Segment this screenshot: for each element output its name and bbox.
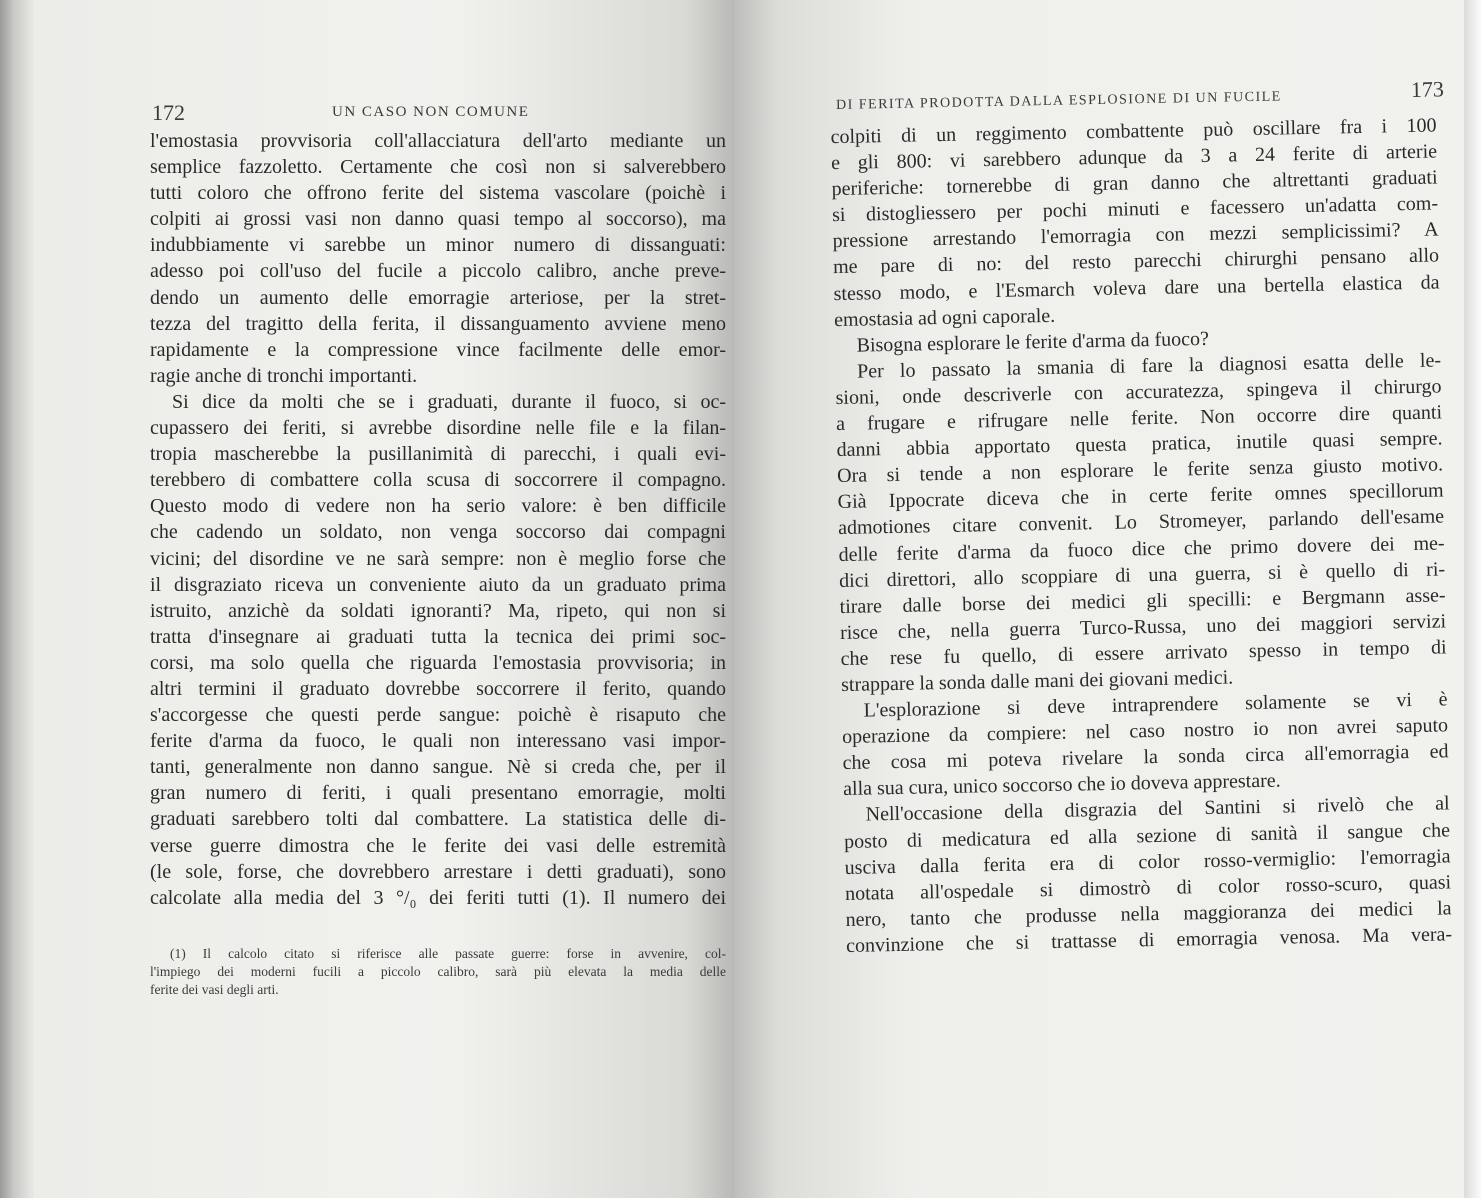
text-line: che cadendo un soldato, non venga soccorso dai compagni	[150, 521, 726, 544]
text-line: Questo modo di vedere non ha serio valore: è ben difficile	[150, 495, 726, 518]
text-line: convinzione che si trattasse di emorragia venosa. Ma vera-	[845, 923, 1453, 957]
left-page	[34, 0, 734, 1198]
right-body-text	[830, 112, 1452, 958]
footnote-line: ferite dei vasi degli arti.	[150, 982, 279, 997]
text-line: ferite d'arma da fuoco, le quali non interessano vasi impor-	[150, 730, 726, 753]
text-line: stesso modo, e l'Esmarch voleva dare una bertella elastica da	[833, 271, 1440, 305]
left-footnote	[150, 945, 726, 999]
text-line: graduati sarebbero tolti dal combattere. La statistica delle di-	[150, 808, 726, 831]
text-line: calcolate alla media del 3 °/₀ dei feriti tutti (1). Il numero dei	[150, 886, 726, 909]
text-line: tropia mascherebbe la pusillanimità di parecchi, i quali evi-	[150, 443, 726, 466]
text-line: dendo un aumento delle emorragie arteriose, per la stret-	[150, 286, 726, 309]
text-line: Per lo passato la smania di fare la diagnosi esatta delle le-	[856, 349, 1442, 383]
text-line: tutti coloro che offrono ferite del sistema vascolare (poichè i	[150, 182, 726, 205]
text-line: Nell'occasione della disgrazia del Santini si rivelò che al	[865, 792, 1450, 826]
text-line: altri termini il graduato dovrebbe soccorrere il ferito, quando	[150, 677, 726, 700]
footnote-line: (1) Il calcolo citato si riferisce alle passate guerre: forse in avvenire, col-	[170, 946, 726, 961]
text-line: strappare la sonda dalle mani dei giovani medici.	[840, 666, 1234, 696]
text-line: posto di medicatura ed alla sezione di sanità il sangue che	[843, 818, 1451, 853]
book-binding-shadow	[0, 0, 34, 1198]
left-running-title: UN CASO NON COMUNE	[332, 104, 530, 120]
text-line: danni abbia apportato questa pratica, inutile quasi sempre.	[836, 427, 1443, 462]
text-line: semplice fazzoletto. Certamente che così non si salverebbero	[150, 156, 726, 179]
text-line: emostasia ad ogni caporale.	[833, 304, 1056, 331]
text-line: tezza del tragitto della ferita, il dissanguamento avviene meno	[150, 312, 726, 335]
text-line: s'accorgesse che questi perde sangue: poichè è risaputo che	[150, 704, 726, 727]
text-line: terebbero di combattere colla scusa di soccorrere il compagno.	[150, 469, 726, 492]
text-line: e gli 800: vi sarebbero adunque da 3 a 24 ferite di arterie	[830, 140, 1438, 175]
right-page-edge	[1464, 0, 1481, 1198]
text-line: gran numero di feriti, i quali presentano emorragie, molti	[150, 782, 726, 805]
text-line: l'emostasia provvisoria coll'allacciatura dell'arto mediante un	[150, 130, 726, 152]
text-line: Ora si tende a non esplorare le ferite senza giusto motivo.	[836, 453, 1444, 488]
text-line: adesso poi coll'uso del fucile a piccolo calibro, anche preve-	[150, 260, 726, 283]
text-line: tanti, generalmente non danno sangue. Nè si creda che, per il	[150, 756, 726, 779]
text-line: delle ferite d'arma da fuoco dice che primo dovere dei me-	[838, 531, 1445, 566]
text-line: che rese fu quello, di essere arrivato spesso in tempo di	[840, 636, 1447, 670]
text-line: che cosa mi poteva rivelare la sonda circa all'emorragia ed	[842, 740, 1449, 775]
text-line: ragie anche di tronchi importanti.	[150, 364, 418, 387]
text-line: L'esplorazione si deve intraprendere solamente se vi è	[863, 688, 1448, 722]
text-line: admotiones citare convenit. Lo Stromeyer, parlando dell'esame	[837, 505, 1445, 540]
left-body-text	[150, 128, 726, 911]
text-line: me pare di no: del resto parecchi chirurghi pensano allo	[832, 244, 1440, 279]
text-line: (le sole, forse, che dovrebbero arrestare i detti graduati), sono	[150, 860, 726, 883]
text-line: notata all'ospedale si dimostrò di color rosso-scuro, quasi	[844, 871, 1452, 905]
text-line: nero, tanto che produsse nella maggioranza dei medici la	[845, 897, 1452, 931]
right-running-head	[835, 76, 1445, 114]
text-line: operazione da compiere: nel caso nostro io non avrei saputo	[841, 714, 1449, 749]
text-line: tirare dalle borse dei medici gli specilli: e Bergmann asse-	[839, 584, 1446, 618]
text-line: istruito, anzichè da soldati ignoranti? Ma, ripeto, qui non si	[150, 599, 726, 622]
text-line: verse guerre dimostra che le ferite dei vasi delle estremità	[150, 834, 726, 857]
text-line: rapidamente e la compressione vince facilmente delle emor-	[150, 338, 726, 361]
right-page-number: 173	[1410, 76, 1445, 102]
footnote-line: l'impiego dei moderni fucili a piccolo calibro, sarà più elevata la media delle	[150, 964, 726, 979]
text-line: si distogliessero per pochi minuti e facessero un'adatta com-	[831, 192, 1439, 227]
text-line: Si dice da molti che se i graduati, durante il fuoco, si oc-	[172, 390, 726, 413]
text-line: Bisogna esplorare le ferite d'arma da fuoco?	[856, 327, 1210, 357]
text-line: tratta d'insegnare ai graduati tutta la tecnica dei primi soc-	[150, 625, 726, 648]
text-line: colpiti ai grossi vasi non danno quasi tempo al soccorso), ma	[150, 208, 726, 231]
text-line: risce che, nella guerra Turco-Russa, uno dei maggiori servizi	[839, 610, 1447, 644]
text-line: periferiche: tornerebbe di gran danno che altrettanti graduati	[831, 166, 1438, 201]
text-line: a frugare e rifrugare nelle ferite. Non occorre dire quanti	[835, 401, 1443, 436]
right-running-title: DI FERITA PRODOTTA DALLA ESPLOSIONE DI UN FUCILE	[835, 89, 1282, 113]
left-page-number: 172	[152, 100, 185, 125]
text-line: cupassero dei feriti, si avrebbe disordine nelle file e la filan-	[150, 417, 726, 440]
text-line: Già Ippocrate diceva che in certe ferite omnes specillorum	[837, 479, 1444, 514]
text-line: sioni, onde descriverle con accuratezza, spingeva il chirurgo	[835, 375, 1442, 409]
text-line: vicini; del disordine ve ne sarà sempre: non è meglio forse che	[150, 547, 726, 570]
text-line: colpiti di un reggimento combattente può oscillare fra i 100	[830, 114, 1437, 149]
text-line: il disgraziato riceva un conveniente aiuto da un graduato prima	[150, 573, 726, 596]
right-page	[734, 0, 1464, 1198]
text-line: dici direttori, allo scoppiare di una guerra, si è quello di ri-	[838, 557, 1446, 592]
text-line: pressione arrestando l'emorragia con mezzi semplicissimi? A	[832, 218, 1439, 253]
left-running-head	[152, 100, 732, 126]
text-line: usciva dalla ferita era di color rosso-vermiglio: l'emorragia	[844, 844, 1451, 879]
text-line: alla sua cura, unico soccorso che io doveva apprestare.	[842, 769, 1281, 801]
text-line: corsi, ma solo quella che riguarda l'emostasia provvisoria; in	[150, 651, 726, 674]
text-line: indubbiamente vi sarebbe un minor numero di dissanguati:	[150, 234, 726, 257]
